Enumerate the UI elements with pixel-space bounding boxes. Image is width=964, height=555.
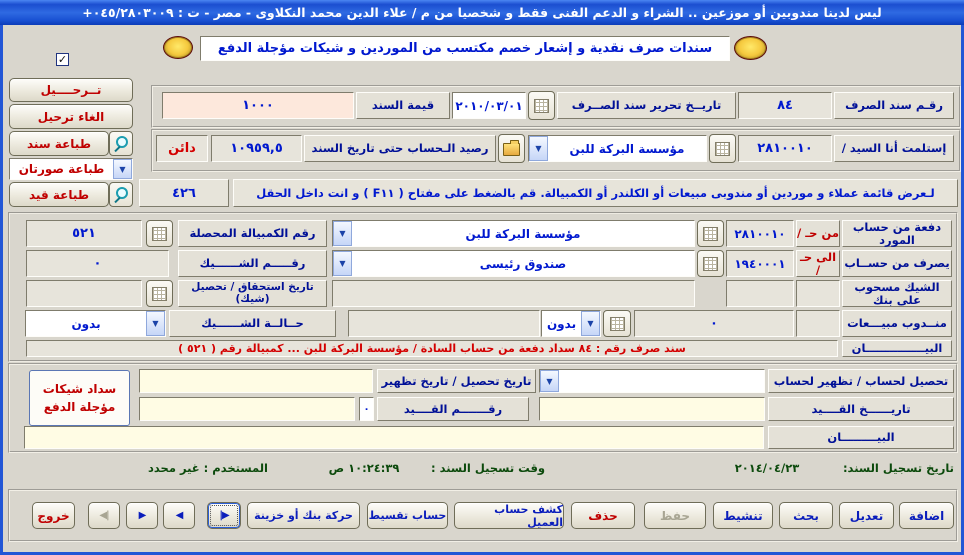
preview-entry-button[interactable] [109,182,133,207]
sales-rep-lookup-button[interactable] [603,310,631,337]
from-account-no-field[interactable]: ٢٨١٠٠١٠ [726,220,794,247]
to-account-lookup-button[interactable] [697,250,724,277]
collect-account-combo[interactable] [539,369,765,393]
nav-prev-button[interactable] [163,502,195,529]
cheque-state-label: حــالــة الشــــــيك [169,310,336,337]
bank-movement-label: حركة بنك أو خزينة [254,509,353,522]
cheque-bank-no-field[interactable] [726,280,794,307]
nav-last-button[interactable] [207,502,241,529]
calendar-icon [610,317,625,331]
registration-date-label: تاريخ تسجيل السند: [842,461,954,475]
f11-hint-bar: لـعرض قائمة عملاء و موردين أو مندوبى مبيعات أو الكلندر أو الكمبيالة. قم بالضغط على مفتاح ( F١١ ) و انت داخل الحقل [233,179,958,207]
collect-account-label: تحصيل لحساب / تظهير لحساب [768,369,954,393]
nav-prev-icon: ◀ [175,510,183,521]
payee-account-no-field[interactable]: ٢٨١٠٠١٠ [738,135,832,162]
pay-from-label: يصرف من حســاب [842,250,952,277]
chevron-down-icon[interactable]: ▼ [540,370,559,392]
registration-time-value: ١٠:٢٤:٣٩ ص [328,461,400,475]
chevron-down-icon[interactable]: ▼ [333,251,352,276]
window-title: ليس لدينا مندوبين أو موزعين .. الشراء و الدعم الفنى فقط و شخصيا من م / علاء الدين محمد النكلاوى - مصر - ت : ٠٤٥/٢٨٠٣٠٠٩+ [82,5,882,20]
cheque-no-field[interactable]: ٠ [26,250,169,277]
cheque-no-label: رقـــــم الشــــــيك [178,250,327,277]
print-entry-label: طباعة قيد [28,187,90,202]
nav-first-button [88,502,120,529]
cheque-due-date-field[interactable] [26,280,142,307]
entry-date-label: تاريــــــخ القــــيد [768,397,954,421]
to-account-name-combo[interactable] [332,250,695,277]
statement-label: البيـــــــــــــــان [842,340,952,357]
calendar-icon [703,257,718,271]
calendar-icon [152,227,167,241]
to-account-label: الى حـ / [796,250,840,277]
open-account-button[interactable] [498,134,525,163]
voucher-date-field[interactable]: ٢٠١٠/٠٣/٠١ [452,92,526,119]
exit-button-label: خروج [37,508,70,523]
bill-lookup-button[interactable] [146,220,173,247]
delete-button-label: حذف [588,508,618,523]
balance-field: ١٠٩٥٩,٥ [211,135,302,162]
brand-logo-icon [163,36,193,59]
balance-label: رصيد الـحساب حتى تاريخ السند [304,135,496,162]
unpost-button[interactable] [9,104,133,129]
supplier-payment-label: دفعة من حساب المورد [842,220,952,247]
print-mode-combo[interactable] [9,158,133,180]
cheque-bank-name-field[interactable] [332,280,695,307]
print-voucher-label: طباعة سند [27,136,91,151]
entry-ref-field[interactable] [139,397,355,421]
sales-rep-combo-value: بدون [546,316,577,331]
bank-movement-button[interactable] [247,502,360,529]
entry-no-label: رقـــــــم القــــيد [377,397,529,421]
unpost-button-label: الغاء ترحيل [37,109,105,124]
payee-name-combo[interactable] [528,135,707,162]
exit-button[interactable] [32,502,75,529]
print-voucher-button[interactable] [9,131,109,156]
client-statement-label: كشف حساب العميل [494,502,563,529]
post-button[interactable] [9,78,133,102]
window-titlebar[interactable] [0,0,964,25]
payee-lookup-button[interactable] [709,134,736,163]
deferred-statement-field[interactable] [24,426,764,449]
amount-label: قيمة السند [356,92,450,119]
to-account-no-field[interactable]: ١٩٤٠٠٠١ [726,250,794,277]
installment-account-button[interactable] [367,502,448,529]
deferred-button-line2: مؤجلة الدفع [43,400,116,414]
magnifier-icon [114,187,129,202]
deferred-button-line1: سداد شيكات [42,382,117,396]
counter-field: ٤٢٦ [139,179,229,207]
cheque-bank-label: الشيك مسحوب على بنك [842,280,952,307]
sales-rep-label: منــدوب مبيـــعات [842,310,952,337]
cheque-state-value: بدون [71,316,101,331]
activate-button-label: تنشيط [723,508,763,523]
chevron-down-icon[interactable]: ▼ [333,221,352,246]
brand-logo-icon [734,36,767,60]
chevron-down-icon[interactable]: ▼ [113,159,132,179]
form-title: سندات صرف نقدية و إشعار خصم مكتسب من الموردين و شيكات مؤجلة الدفع [217,41,713,56]
print-mode-value: طباعة صورتان [18,162,105,176]
registration-time-label: وقت تسجيل السند : [430,461,545,475]
installment-label: حساب تقسيط [368,509,447,522]
chevron-down-icon[interactable]: ▼ [581,311,600,336]
nav-next-button[interactable] [126,502,158,529]
deferred-statement-label: البيـــــــــان [768,426,954,449]
calendar-icon [703,227,718,241]
magnifier-icon [114,136,129,151]
voucher-no-label: رقـم سند الصرف [834,92,954,119]
form-title-box [200,36,730,61]
balance-side-field: دائن [156,135,208,162]
save-button [644,502,706,529]
to-account-name-value: صندوق رئيسى [479,256,567,271]
statement-field[interactable]: سند صرف رقم : ٨٤ سداد دفعة من حساب السادة / مؤسسة البركة للبن ... كمبيالة رقم ( ٥٢١ ) [26,340,838,357]
entry-no-field[interactable]: ٠ [359,397,374,421]
voucher-date-label: تاريــخ تحرير سند الصــرف [557,92,736,119]
collect-account-value [559,370,764,392]
add-button-label: اضافة [908,508,945,523]
deferred-cheques-button[interactable] [29,370,130,426]
sales-rep-combo[interactable] [541,310,601,337]
sales-rep-name-field[interactable] [348,310,540,337]
add-button[interactable] [899,502,954,529]
preview-voucher-button[interactable] [109,131,133,156]
activate-button[interactable] [713,502,773,529]
bill-no-field[interactable]: ٥٢١ [26,220,142,247]
nav-last-icon: ▶| [219,510,229,521]
option-checkbox[interactable] [56,53,69,66]
sales-rep-no-field[interactable]: ٠ [634,310,794,337]
collect-date-field[interactable] [139,369,373,393]
nav-next-icon: ▶ [138,510,146,521]
edit-button-label: تعديل [849,508,884,523]
received-from-label: إستلمت أنا السيد / [834,135,954,162]
search-button-label: بحث [793,508,819,523]
delete-button[interactable] [571,502,635,529]
cheque-due-date-label: تاريخ استحقاق / تحصيل (شيك) [178,280,327,307]
chevron-down-icon[interactable]: ▼ [146,311,165,336]
calendar-icon [534,99,549,113]
collect-date-label: تاريخ تحصيل / تاريخ تظهير [377,369,536,393]
calendar-icon [152,287,167,301]
print-entry-button[interactable] [9,182,109,207]
nav-first-icon: |◀ [99,510,109,521]
calendar-icon [715,142,730,156]
bill-no-label: رقم الكمبيالة المحصلة [178,220,327,247]
sales-rep-code-field[interactable] [796,310,840,337]
amount-field[interactable]: ١٠٠٠ [162,92,354,119]
due-date-picker-button[interactable] [146,280,173,307]
payee-name-value: مؤسسة البركة للبن [569,141,685,156]
client-statement-button[interactable] [454,502,564,529]
current-user-label: المستخدم : غير محدد [148,461,268,475]
from-account-label: من حـ / [796,220,840,247]
registration-date-value: ٢٠١٤/٠٤/٢٣ [734,461,800,475]
edit-button[interactable] [839,502,894,529]
save-button-label: حفظ [659,508,691,523]
voucher-no-field[interactable]: ٨٤ [738,92,832,119]
voucher-date-picker-button[interactable] [528,91,555,120]
from-account-name-value: مؤسسة البركة للبن [465,226,581,241]
folder-icon [503,143,520,156]
cheque-state-combo[interactable] [25,310,166,337]
from-account-name-combo[interactable] [332,220,695,247]
entry-date-field[interactable] [539,397,765,421]
search-button[interactable] [779,502,833,529]
post-button-label: تــرحــــيل [40,83,102,97]
cheque-bank-code-field[interactable] [796,280,840,307]
from-account-lookup-button[interactable] [697,220,724,247]
chevron-down-icon[interactable]: ▼ [529,136,548,161]
